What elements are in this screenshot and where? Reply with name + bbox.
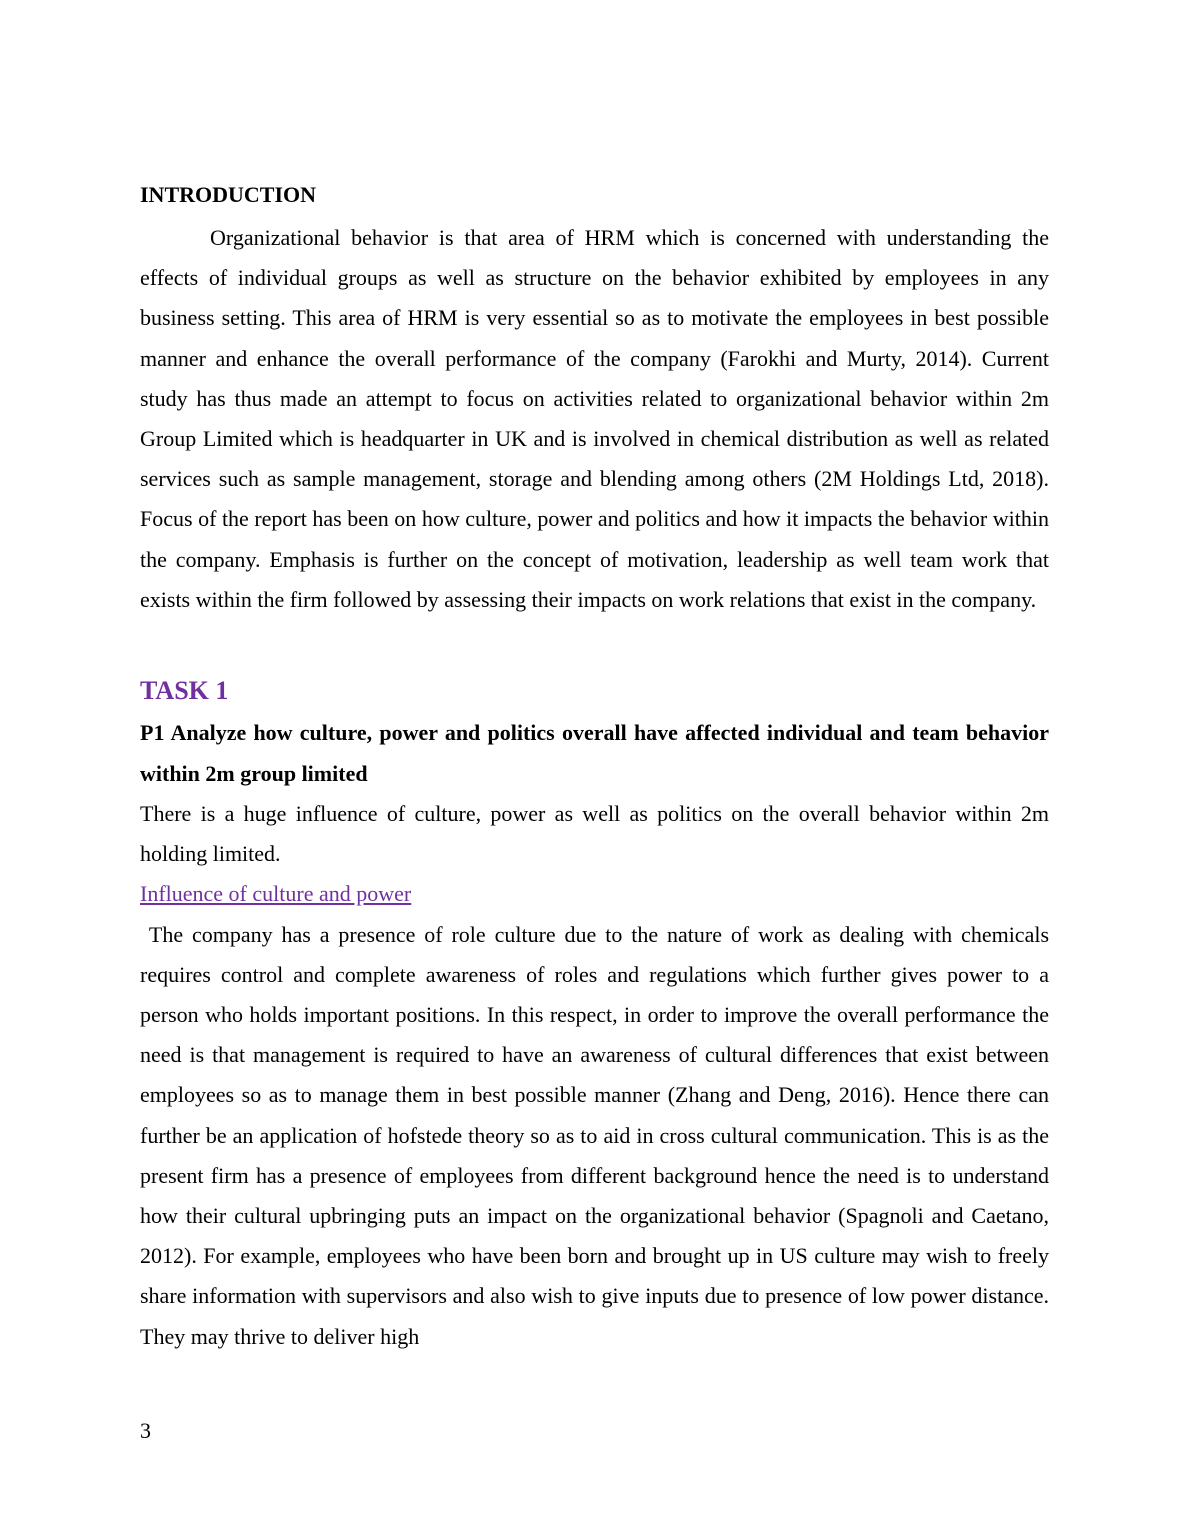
page-number: 3 (140, 1418, 151, 1443)
task-1-title: TASK 1 (140, 676, 229, 706)
culture-power-subheading: Influence of culture and power (140, 881, 412, 907)
p1-intro-text: There is a huge influence of culture, power as well as politics on the overall behavior within 2m holding limited. (140, 801, 1049, 867)
introduction-heading: INTRODUCTION (140, 182, 317, 207)
document-page (140, 178, 1055, 1357)
introduction-paragraph: Organizational behavior is that area of HRM which is concerned with understanding the effects of individual groups as well as structure on the behavior exhibited by employees in any business setting. This area of HRM is very essential so as to motivate the employees in best possible manner and enhance the overall performance of the company (Farokhi and Murty, 2014). Current study has thus made an attempt to focus on activities related to organizational behavior within 2m Group Limited which is headquarter in UK and is involved in chemical distribution as well as related services such as sample management, storage and blending among others (2M Holdings Ltd, 2018). Focus of the report has been on how culture, power and politics and how it impacts the behavior within the company. Emphasis is further on the concept of motivation, leadership as well team work that exists within the firm followed by assessing their impacts on work relations that exist in the company. (140, 225, 1049, 612)
culture-power-body: The company has a presence of role culture due to the nature of work as dealing with chemicals requires control and complete awareness of roles and regulations which further gives power to a person who holds important positions. In this respect, in order to improve the overall performance the need is that management is required to have an awareness of cultural differences that exist between employees so as to manage them in best possible manner (Zhang and Deng, 2016). Hence there can further be an application of hofstede theory so as to aid in cross cultural communication. This is as the present firm has a presence of employees from different background hence the need is to understand how their cultural upbringing puts an impact on the organizational behavior (Spagnoli and Caetano, 2012). For example, employees who have been born and brought up in US culture may wish to freely share information with supervisors and also wish to give inputs due to presence of low power distance. They may thrive to deliver high (140, 921, 1055, 1349)
p1-heading: P1 Analyze how culture, power and politics overall have affected individual and team behavior within 2m group limited (140, 720, 1049, 786)
